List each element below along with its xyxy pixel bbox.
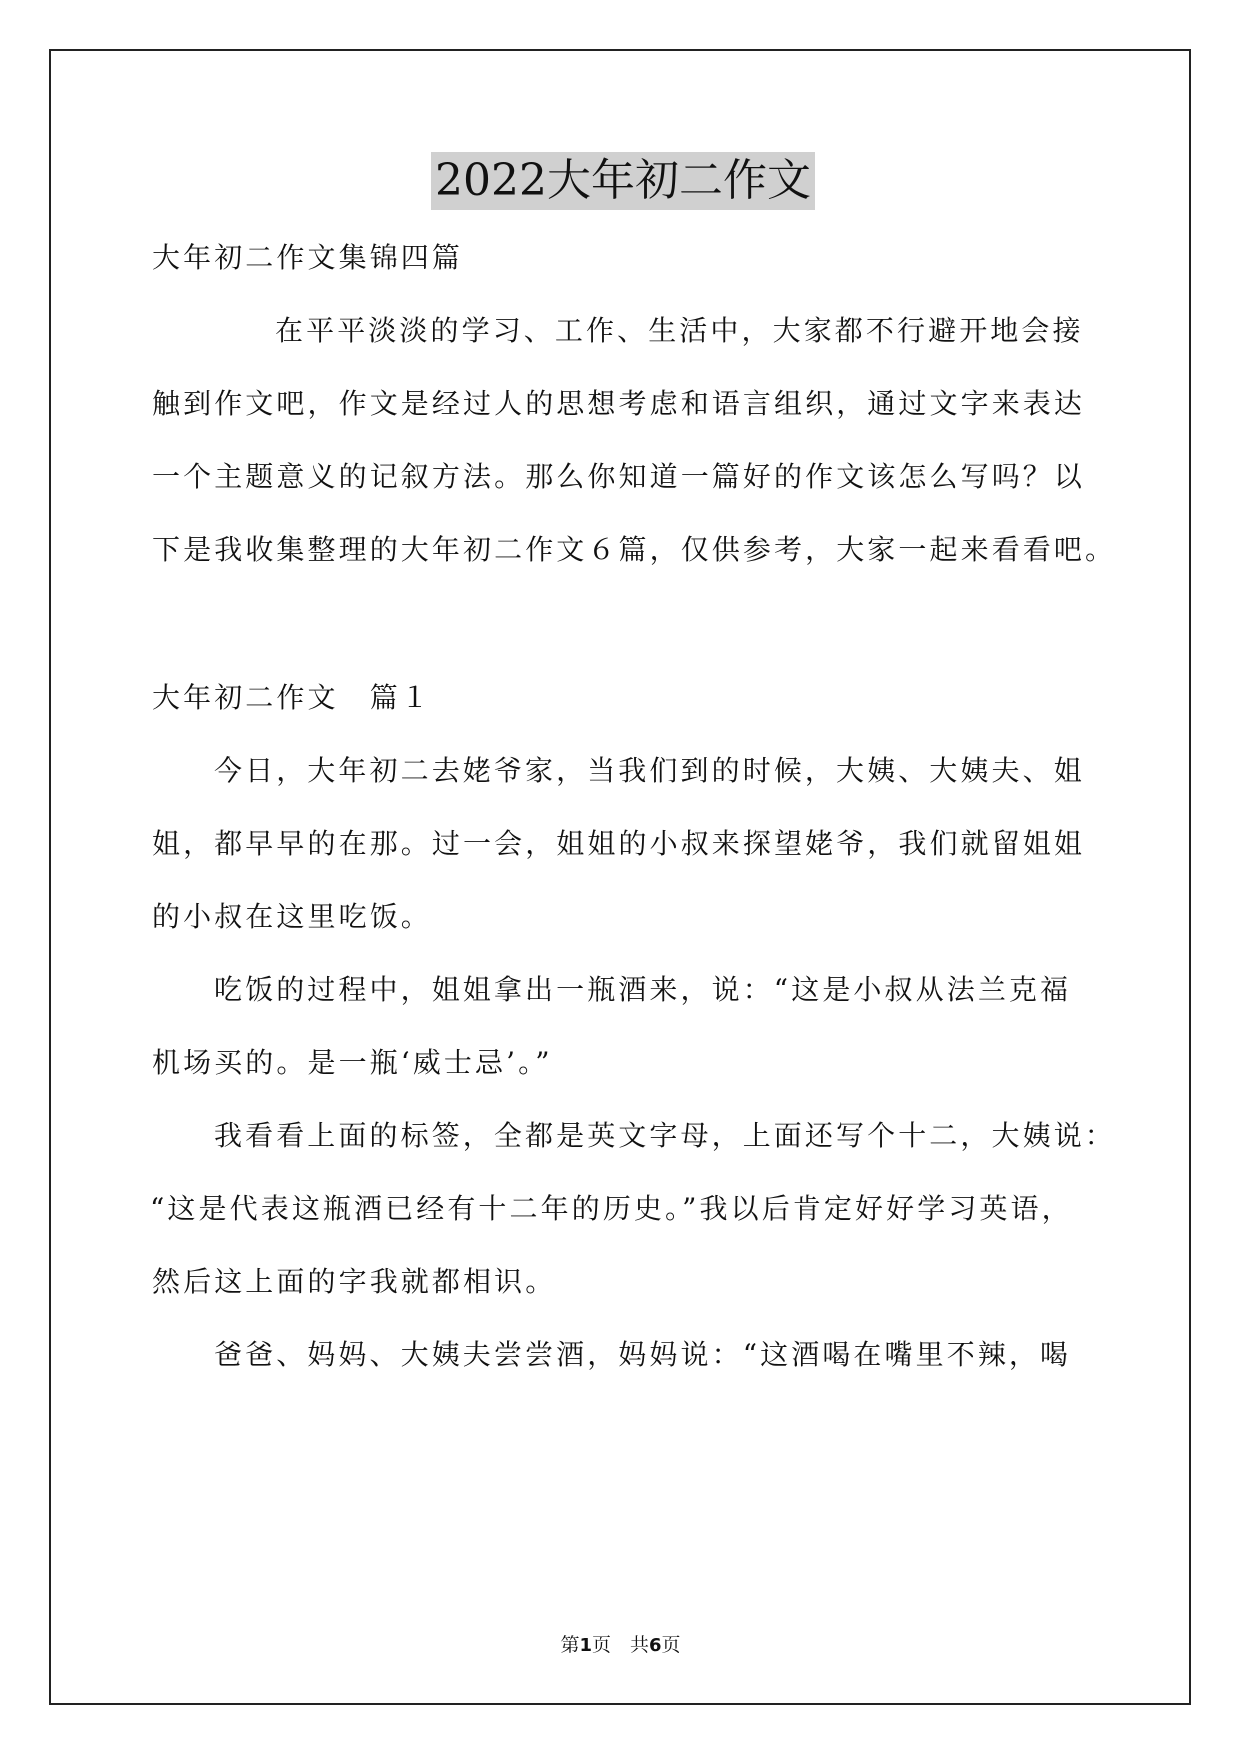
current-page-number: 1 (579, 1635, 592, 1656)
intro-line: 下是我收集整理的大年初二作文６篇，仅供参考，大家一起来看看吧。 (152, 533, 1117, 566)
intro-line: 触到作文吧，作文是经过人的思想考虑和语言组织，通过文字来表达 (152, 387, 1086, 420)
page-footer (0, 1633, 1241, 1658)
body-line: 然后这上面的字我就都相识。 (152, 1265, 557, 1298)
document-subtitle: 大年初二作文集锦四篇 (152, 241, 464, 274)
section-heading: 大年初二作文 篇１ (152, 681, 432, 714)
body-line: 吃饭的过程中，姐姐拿出一瓶酒来，说：“这是小叔从法兰克福 (214, 973, 1072, 1006)
intro-line: 在平平淡淡的学习、工作、生活中，大家都不行避开地会接 (275, 314, 1084, 347)
document-title: 2022大年初二作文 (431, 152, 815, 210)
body-line: 机场买的。是一瓶‘威士忌’。” (152, 1046, 553, 1079)
body-line: “这是代表这瓶酒已经有十二年的历史。”我以后肯定好好学习英语， (150, 1192, 1073, 1225)
page-label-mid: 页 共 (591, 1634, 649, 1656)
body-line: 我看看上面的标签，全都是英文字母，上面还写个十二，大姨说： (214, 1119, 1116, 1152)
body-line: 今日，大年初二去姥爷家，当我们到的时候，大姨、大姨夫、姐 (214, 754, 1085, 787)
intro-line: 一个主题意义的记叙方法。那么你知道一篇好的作文该怎么写吗？以 (152, 460, 1086, 493)
body-line: 的小叔在这里吃饭。 (152, 900, 432, 933)
total-page-count: 6 (649, 1635, 662, 1656)
page-label-suffix: 页 (661, 1634, 681, 1656)
body-line: 爸爸、妈妈、大姨夫尝尝酒，妈妈说：“这酒喝在嘴里不辣，喝 (214, 1338, 1072, 1371)
page-label-prefix: 第 (560, 1634, 580, 1656)
body-line: 姐，都早早的在那。过一会，姐姐的小叔来探望姥爷，我们就留姐姐 (152, 827, 1086, 860)
page-border (49, 49, 1191, 1705)
